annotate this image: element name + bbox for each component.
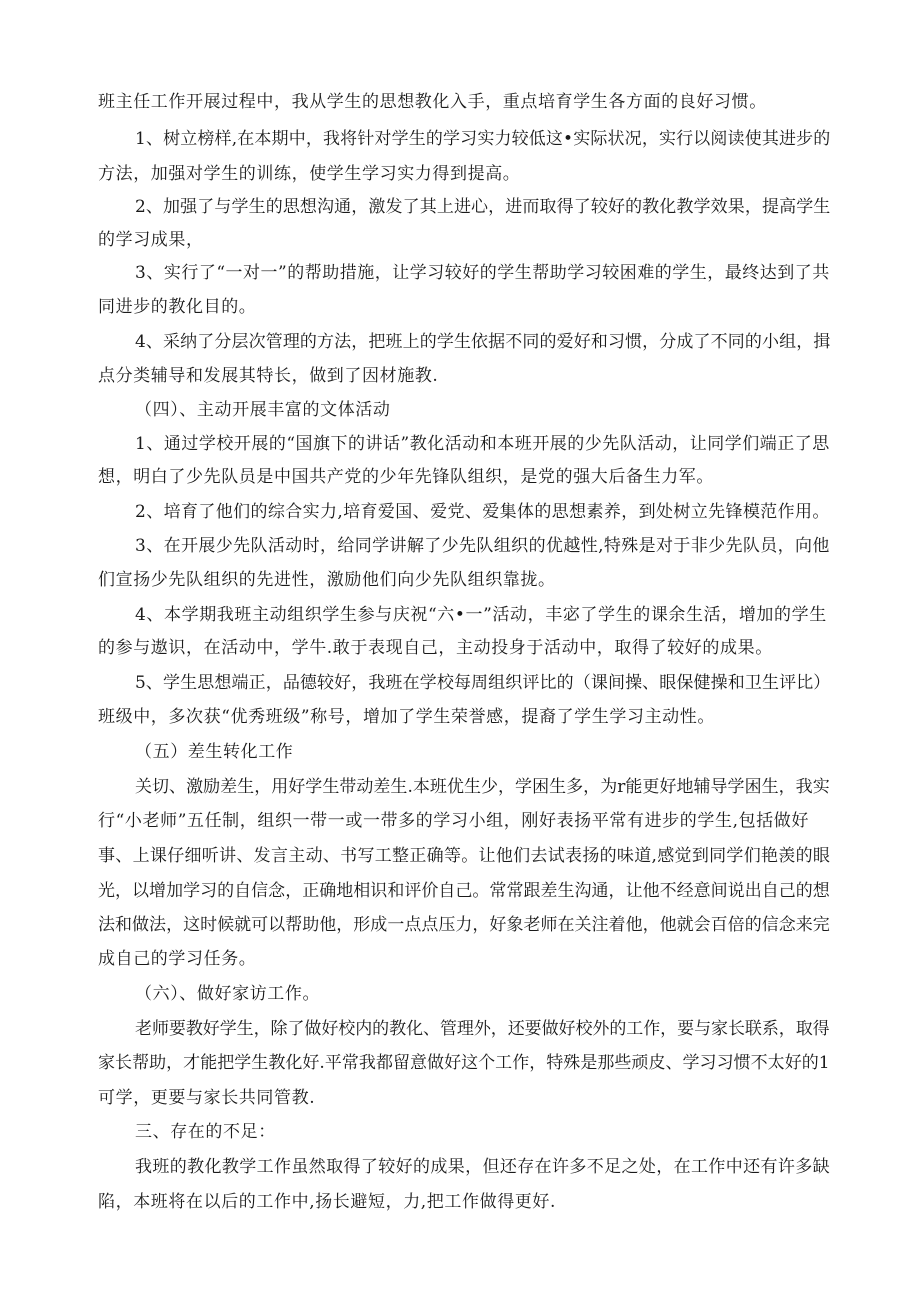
section-heading: （四）、主动开展丰富的文体活动 — [135, 400, 391, 420]
paragraph-line: 3、在开展少先队活动时，给同学讲解了少先队组织的优越性,特殊是对于非少先队员，向他 — [135, 536, 830, 556]
section-heading: 三、存在的不足： — [135, 1122, 276, 1142]
paragraph-line: 老师要教好学生，除了做好校内的教化、管理外，还要做好校外的工作，要与家长联系，取得 — [135, 1019, 830, 1039]
paragraph-line: 4、采纳了分层次管理的方法，把班上的学生依据不同的爱好和习惯，分成了不同的小组，揖 — [135, 332, 831, 352]
paragraph-line: 1、树立榜样,在本期中，我将针对学生的学习实力较低这•实际状况，实行以阅读使其进步的 — [135, 129, 831, 149]
paragraph-line: 班级中，多次获“优秀班级”称号，增加了学生荣誉感，提裔了学生学习主动性。 — [98, 707, 715, 727]
paragraph-line: 同进步的教化目的。 — [98, 297, 257, 317]
paragraph-line: 班主任工作开展过程中，我从学生的思想教化入手，重点培育学生各方面的良好习惯。 — [98, 92, 767, 112]
paragraph-line: 行“小老师”五任制，组织一带一或一带多的学习小组，刚好表扬平常有进步的学生,包括做好 — [98, 811, 809, 831]
paragraph-line: 点分类辅导和发展其特长，做到了因材施教. — [98, 366, 439, 386]
section-heading: （六）、做好家访工作。 — [135, 984, 321, 1004]
paragraph-line: 3、实行了“一对一”的帮助措施，让学习较好的学生帮助学习较困难的学生，最终达到了共 — [135, 263, 830, 283]
paragraph-line: 事、上课仔细听讲、发言主动、书写工整正确等。让他们去试表扬的味道,感觉到同学们艳羡的眼 — [98, 846, 831, 866]
paragraph-line: 可学，更要与家长共同管教. — [98, 1088, 316, 1108]
paragraph-line: 4、本学期我班主动组织学生参与庆祝“六•一”活动，丰宓了学生的课余生活，增加的学生 — [135, 605, 827, 625]
paragraph-line: 1、通过学校开展的“国旗下的讲话”教化活动和本班开展的少先队活动，让同学们端正了思 — [135, 434, 830, 454]
paragraph-line: 的学习成果， — [98, 230, 204, 250]
paragraph-line: 2、培育了他们的综合实力,培育爱国、爱党、爱集体的思想素养，到处树立先锋模范作用。 — [135, 502, 830, 522]
paragraph-line: 方法，加强对学生的训练，使学生学习实力得到提高。 — [98, 164, 521, 184]
paragraph-line: 成自己的学习任务。 — [98, 949, 257, 969]
paragraph-line: 2、加强了与学生的思想沟通，激发了其上进心，进而取得了较好的教化教学效果，提高学生 — [135, 197, 831, 217]
paragraph-line: 陷，本班将在以后的工作中,扬长避短，力,把工作做得更好. — [98, 1192, 557, 1212]
paragraph-line: 关切、激励差生，用好学生带动差生.本班优生少，学困生多，为r能更好地辅导学困生，我实 — [135, 777, 830, 797]
paragraph-line: 我班的教化教学工作虽然取得了较好的成果，但还存在许多不足之处，在工作中还有许多缺 — [135, 1157, 830, 1177]
paragraph-line: 5、学生思想端正，品德较好，我班在学校每周组织评比的（课间操、眼保健操和卫生评比） — [135, 673, 831, 693]
paragraph-line: 法和做法，这时候就可以帮助他，形成一点点压力，好象老师在关注着他，他就会百倍的信念来完 — [98, 915, 830, 935]
paragraph-line: 们宣扬少先队组织的先进性，激励他们向少先队组织靠拢。 — [98, 570, 556, 590]
paragraph-line: 家长帮助，才能把学生教化好.平常我都留意做好这个工作，特殊是那些顽皮、学习习惯不太好的1 — [98, 1053, 830, 1073]
paragraph-line: 想，明白了少先队员是中国共产党的少年先锋队组织，是党的强大后备生力军。 — [98, 467, 714, 487]
paragraph-line: 的参与遨识，在活动中，学牛.敢于表现自己，主动投身于活动中，取得了较好的成果。 — [98, 638, 773, 658]
section-heading: （五）差生转化工作 — [135, 742, 294, 762]
paragraph-line: 光，以增加学习的自信念，正确地相识和评价自己。常常跟差生沟通，让他不经意间说出自己的想 — [98, 881, 830, 901]
